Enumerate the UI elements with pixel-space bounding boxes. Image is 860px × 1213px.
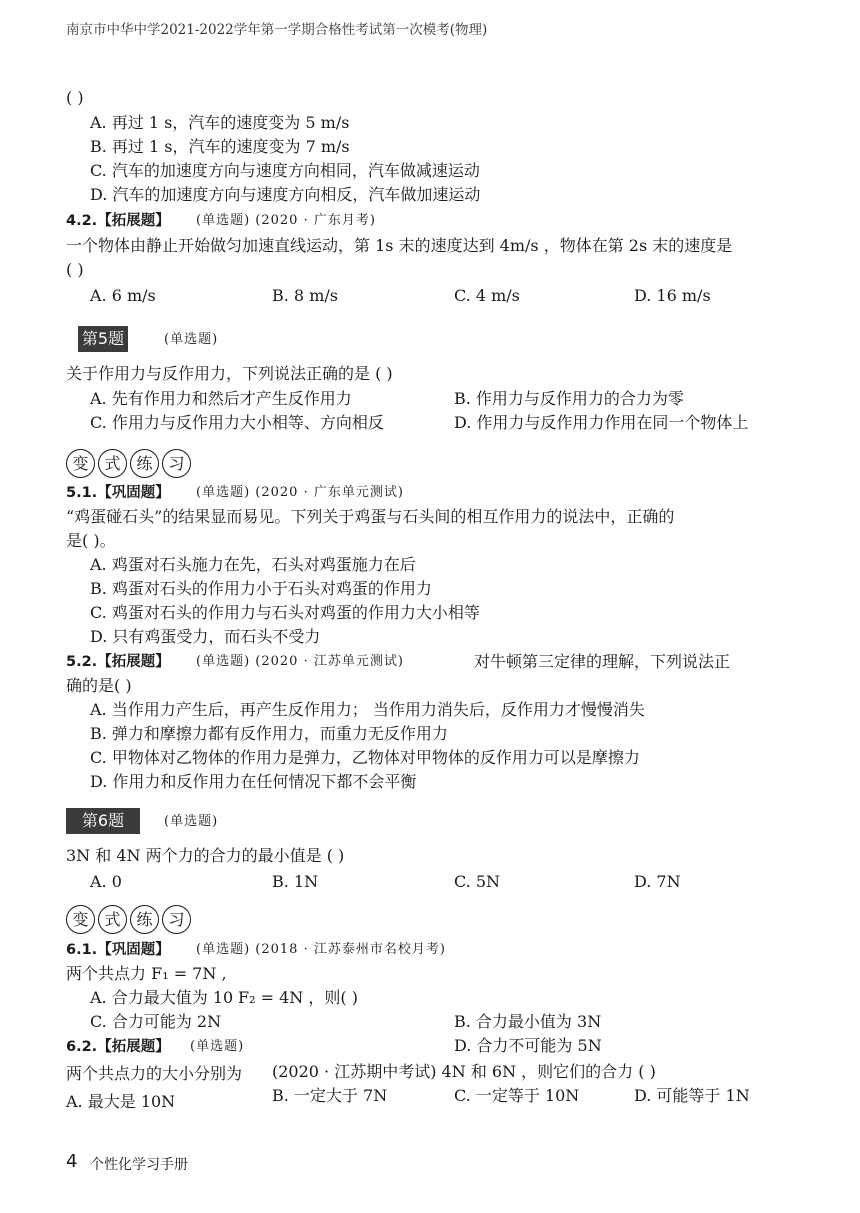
q6-1-option-b: B. 合力最小值为 3N: [454, 1012, 602, 1031]
q6-type: (单选题): [164, 814, 219, 829]
variant-char: 练: [130, 449, 159, 478]
q5-number-box: 第5题: [78, 326, 128, 352]
q5-1-option-c: C. 鸡蛋对石头的作用力与石头对鸡蛋的作用力大小相等: [90, 603, 480, 622]
q4-2-option-c: C. 4 m/s: [454, 286, 520, 305]
q6-2-tag: (单选题): [190, 1039, 245, 1054]
variant-char: 习: [162, 449, 191, 478]
page-header: 南京市中华中学2021-2022学年第一学期合格性考试第一次模考(物理): [66, 22, 488, 38]
q6-2-stem: 两个共点力的大小分别为: [66, 1064, 243, 1083]
q6-1-stem: 两个共点力 F₁ = 7N ,: [66, 964, 227, 983]
variant-char: 变: [66, 449, 95, 478]
q5-1-option-b: B. 鸡蛋对石头的作用力小于石头对鸡蛋的作用力: [90, 579, 432, 598]
q6-1-tag: (单选题) (2018 · 江苏泰州市名校月考): [196, 942, 446, 957]
variant-char: 变: [66, 905, 95, 934]
q5-option-c: C. 作用力与反作用力大小相等、方向相反: [90, 413, 384, 432]
q5-1-option-d: D. 只有鸡蛋受力，而石头不受力: [90, 627, 321, 646]
q5-1-tag: (单选题) (2020 · 广东单元测试): [196, 485, 404, 500]
q4-2-paren: ( ): [66, 260, 84, 279]
variant-practice-heading: [66, 905, 191, 934]
q5-2-option-b: B. 弹力和摩擦力都有反作用力，而重力无反作用力: [90, 724, 448, 743]
q6-option-d: D. 7N: [634, 872, 681, 891]
q5-stem: 关于作用力与反作用力，下列说法正确的是 ( ): [66, 364, 393, 383]
q5-option-b: B. 作用力与反作用力的合力为零: [454, 389, 684, 408]
q4-2-option-b: B. 8 m/s: [272, 286, 338, 305]
q5-2-tag: (单选题) (2020 · 江苏单元测试): [196, 654, 404, 669]
q5-2-label: 5.2.【拓展题】: [66, 654, 170, 670]
q5-option-d: D. 作用力与反作用力作用在同一个物体上: [454, 413, 749, 432]
q5-2-option-a: A. 当作用力产生后，再产生反作用力； 当作用力消失后，反作用力才慢慢消失: [90, 700, 645, 719]
q6-1-label: 6.1.【巩固题】: [66, 942, 170, 958]
q4-2-stem: 一个物体由静止开始做匀加速直线运动，第 1s 末的速度达到 4m/s ，物体在第 2s 末的速度是: [66, 236, 733, 255]
q4-2-tag: (单选题) (2020 · 广东月考): [196, 213, 376, 228]
q6-1-option-d: D. 合力不可能为 5N: [454, 1036, 602, 1055]
q6-2-option-d: D. 可能等于 1N: [634, 1086, 750, 1105]
variant-char: 式: [98, 905, 127, 934]
q6-2-option-a: A. 最大是 10N: [66, 1092, 176, 1111]
q4-1-option-a: A. 再过 1 s，汽车的速度变为 5 m/s: [90, 113, 350, 132]
variant-practice-heading: [66, 449, 191, 478]
q6-1-option-a: A. 合力最大值为 10: [90, 988, 234, 1007]
q4-2-option-a: A. 6 m/s: [90, 286, 156, 305]
q6-option-c: C. 5N: [454, 872, 501, 891]
q6-2-option-b: B. 一定大于 7N: [272, 1086, 388, 1105]
q5-1-option-a: A. 鸡蛋对石头施力在先，石头对鸡蛋施力在后: [90, 555, 416, 574]
q4-2-label: 4.2.【拓展题】: [66, 213, 170, 229]
q5-option-a: A. 先有作用力和然后才产生反作用力: [90, 389, 352, 408]
q6-2-option-c: C. 一定等于 10N: [454, 1086, 580, 1105]
q5-2-option-d: D. 作用力和反作用力在任何情况下都不会平衡: [90, 772, 417, 791]
q4-1-option-c: C. 汽车的加速度方向与速度方向相同，汽车做减速运动: [90, 161, 480, 180]
q5-2-option-c: C. 甲物体对乙物体的作用力是弹力，乙物体对甲物体的反作用力可以是摩擦力: [90, 748, 640, 767]
q4-1-option-b: B. 再过 1 s，汽车的速度变为 7 m/s: [90, 137, 350, 156]
q6-number-box: 第6题: [66, 808, 140, 834]
page-number: 4: [66, 1151, 78, 1172]
q6-1-overlap-text: F₂ = 4N ，则( ): [238, 988, 358, 1007]
q5-1-stem-line1: “鸡蛋碰石头”的结果显而易见。下列关于鸡蛋与石头间的相互作用力的说法中，正确的: [66, 507, 675, 526]
q6-2-stem-source: (2020 · 江苏期中考试) 4N 和 6N ，则它们的合力 ( ): [272, 1062, 656, 1081]
variant-char: 练: [130, 905, 159, 934]
q4-1-paren: ( ): [66, 88, 84, 107]
footer-title: 个性化学习手册: [90, 1157, 188, 1173]
q4-2-option-d: D. 16 m/s: [634, 286, 711, 305]
variant-char: 习: [162, 905, 191, 934]
q6-option-a: A. 0: [90, 872, 122, 891]
q6-1-option-c: C. 合力可能为 2N: [90, 1012, 222, 1031]
q5-2-stem-line1: 对牛顿第三定律的理解，下列说法正: [474, 652, 731, 671]
q5-1-label: 5.1.【巩固题】: [66, 485, 170, 501]
q5-2-stem-line2: 确的是( ): [66, 676, 132, 695]
q4-1-option-d: D. 汽车的加速度方向与速度方向相反，汽车做加速运动: [90, 185, 481, 204]
variant-char: 式: [98, 449, 127, 478]
q6-2-label: 6.2.【拓展题】: [66, 1039, 170, 1055]
q5-type: (单选题): [164, 332, 219, 347]
q5-1-stem-line2: 是( )。: [66, 531, 116, 550]
q6-stem: 3N 和 4N 两个力的合力的最小值是 ( ): [66, 846, 345, 865]
q6-option-b: B. 1N: [272, 872, 319, 891]
